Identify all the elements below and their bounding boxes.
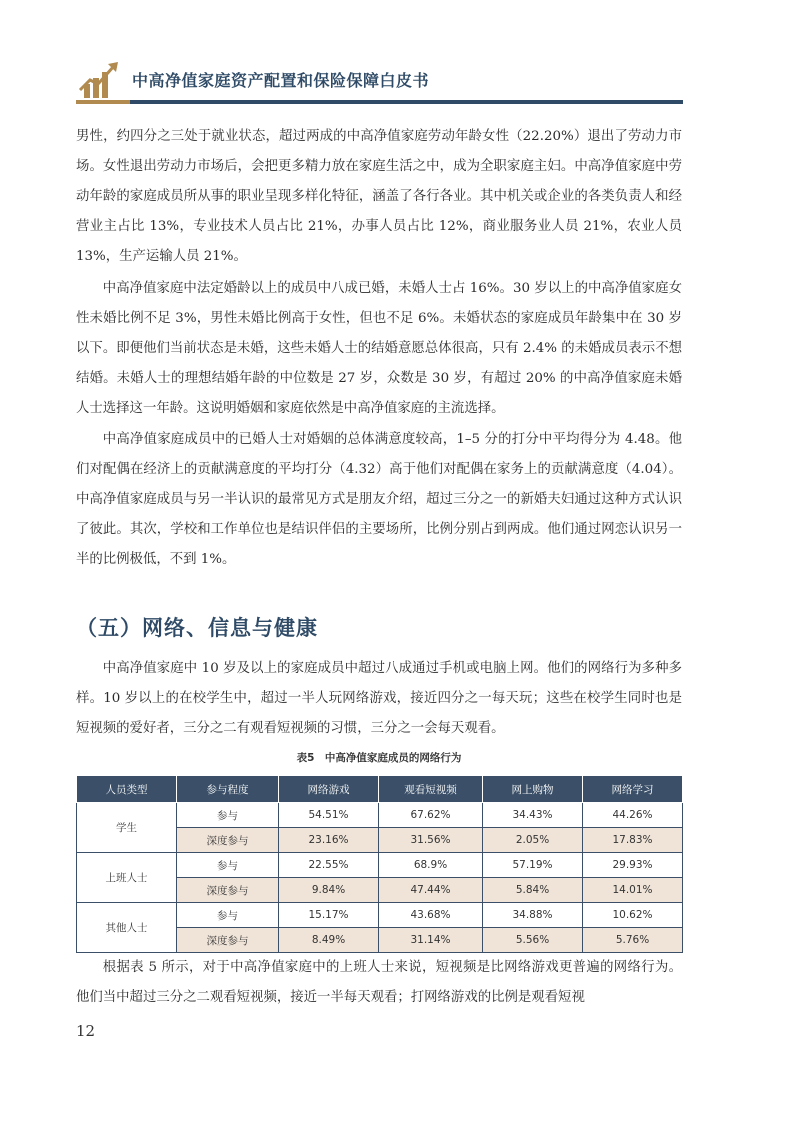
value-cell: 17.83% bbox=[583, 828, 683, 853]
level-cell: 深度参与 bbox=[177, 878, 279, 903]
value-cell: 47.44% bbox=[379, 878, 483, 903]
page-number: 12 bbox=[76, 1022, 96, 1040]
network-behavior-table bbox=[76, 775, 683, 953]
value-cell: 15.17% bbox=[279, 903, 379, 928]
column-header: 人员类型 bbox=[77, 776, 177, 803]
value-cell: 10.62% bbox=[583, 903, 683, 928]
group-label: 学生 bbox=[77, 803, 177, 853]
value-cell: 34.88% bbox=[483, 903, 583, 928]
paragraph-3: 中高净值家庭成员中的已婚人士对婚姻的总体满意度较高，1–5 分的打分中平均得分为 4.48。他们对配偶在经济上的贡献满意度的平均打分（4.32）高于他们对配偶在家务上的贡献满意度（4.04）。中高净值家庭成员与另一半认识的最常见方式是朋友介绍，超过三分之一的新婚夫妇通过这种方式认识了彼此。其次，学校和工作单位也是结识伴侣的主要场所，比例分别占到两成。他们通过网恋认识另一半的比例极低，不到 1%。 bbox=[76, 432, 682, 567]
value-cell: 43.68% bbox=[379, 903, 483, 928]
value-cell: 57.19% bbox=[483, 853, 583, 878]
value-cell: 68.9% bbox=[379, 853, 483, 878]
column-header: 网上购物 bbox=[483, 776, 583, 803]
value-cell: 44.26% bbox=[583, 803, 683, 828]
table-header-row bbox=[77, 776, 683, 803]
value-cell: 14.01% bbox=[583, 878, 683, 903]
column-header: 观看短视频 bbox=[379, 776, 483, 803]
value-cell: 31.14% bbox=[379, 928, 483, 953]
paragraph-1: 男性，约四分之三处于就业状态，超过两成的中高净值家庭劳动年龄女性（22.20%）退出了劳动力市场。女性退出劳动力市场后，会把更多精力放在家庭生活之中，成为全职家庭主妇。中高净值家庭中劳动年龄的家庭成员所从事的职业呈现多样化特征，涵盖了各行各业。其中机关或企业的各类负责人和经营业主占比 13%，专业技术人员占比 21%，办事人员占比 12%，商业服务业人员 21%，农业人员 13%，生产运输人员 21%。 bbox=[76, 129, 682, 264]
document-title: 中高净值家庭资产配置和保险保障白皮书 bbox=[132, 71, 430, 90]
value-cell: 31.56% bbox=[379, 828, 483, 853]
header-rule-gold bbox=[76, 100, 130, 104]
table-row bbox=[77, 803, 683, 828]
value-cell: 54.51% bbox=[279, 803, 379, 828]
value-cell: 5.84% bbox=[483, 878, 583, 903]
level-cell: 参与 bbox=[177, 803, 279, 828]
level-cell: 参与 bbox=[177, 903, 279, 928]
section-heading: （五）网络、信息与健康 bbox=[76, 616, 318, 640]
value-cell: 9.84% bbox=[279, 878, 379, 903]
value-cell: 34.43% bbox=[483, 803, 583, 828]
closing-paragraph: 根据表 5 所示，对于中高净值家庭中的上班人士来说，短视频是比网络游戏更普遍的网络行为。他们当中超过三分之二观看短视频，接近一半每天观看；打网络游戏的比例是观看短视 bbox=[76, 960, 682, 1005]
group-label: 其他人士 bbox=[77, 903, 177, 953]
value-cell: 23.16% bbox=[279, 828, 379, 853]
value-cell: 29.93% bbox=[583, 853, 683, 878]
value-cell: 2.05% bbox=[483, 828, 583, 853]
level-cell: 深度参与 bbox=[177, 928, 279, 953]
column-header: 网络学习 bbox=[583, 776, 683, 803]
table-row bbox=[77, 853, 683, 878]
value-cell: 5.76% bbox=[583, 928, 683, 953]
level-cell: 深度参与 bbox=[177, 828, 279, 853]
bar-chart-logo-icon bbox=[76, 60, 124, 100]
column-header: 网络游戏 bbox=[279, 776, 379, 803]
value-cell: 67.62% bbox=[379, 803, 483, 828]
value-cell: 8.49% bbox=[279, 928, 379, 953]
header-rule-blue bbox=[130, 100, 683, 104]
table-row bbox=[77, 903, 683, 928]
paragraph-2: 中高净值家庭中法定婚龄以上的成员中八成已婚，未婚人士占 16%。30 岁以上的中高净值家庭女性未婚比例不足 3%，男性未婚比例高于女性，但也不足 6%。未婚状态的家庭成员年龄集中在 30 岁以下。即便他们当前状态是未婚，这些未婚人士的结婚意愿总体很高，只有 2.4% 的未婚成员表示不想结婚。未婚人士的理想结婚年龄的中位数是 27 岁，众数是 30 岁，有超过 20% 的中高净值家庭未婚人士选择这一年龄。这说明婚姻和家庭依然是中高净值家庭的主流选择。 bbox=[76, 281, 682, 416]
table-caption: 表5 中高净值家庭成员的网络行为 bbox=[296, 752, 462, 764]
page-header bbox=[76, 58, 683, 104]
column-header: 参与程度 bbox=[177, 776, 279, 803]
value-cell: 22.55% bbox=[279, 853, 379, 878]
section-intro-paragraph: 中高净值家庭中 10 岁及以上的家庭成员中超过八成通过手机或电脑上网。他们的网络行为多种多样。10 岁以上的在校学生中，超过一半人玩网络游戏，接近四分之一每天玩；这些在校学生同时也是短视频的爱好者，三分之二有观看短视频的习惯，三分之一会每天观看。 bbox=[76, 661, 682, 736]
group-label: 上班人士 bbox=[77, 853, 177, 903]
level-cell: 参与 bbox=[177, 853, 279, 878]
value-cell: 5.56% bbox=[483, 928, 583, 953]
